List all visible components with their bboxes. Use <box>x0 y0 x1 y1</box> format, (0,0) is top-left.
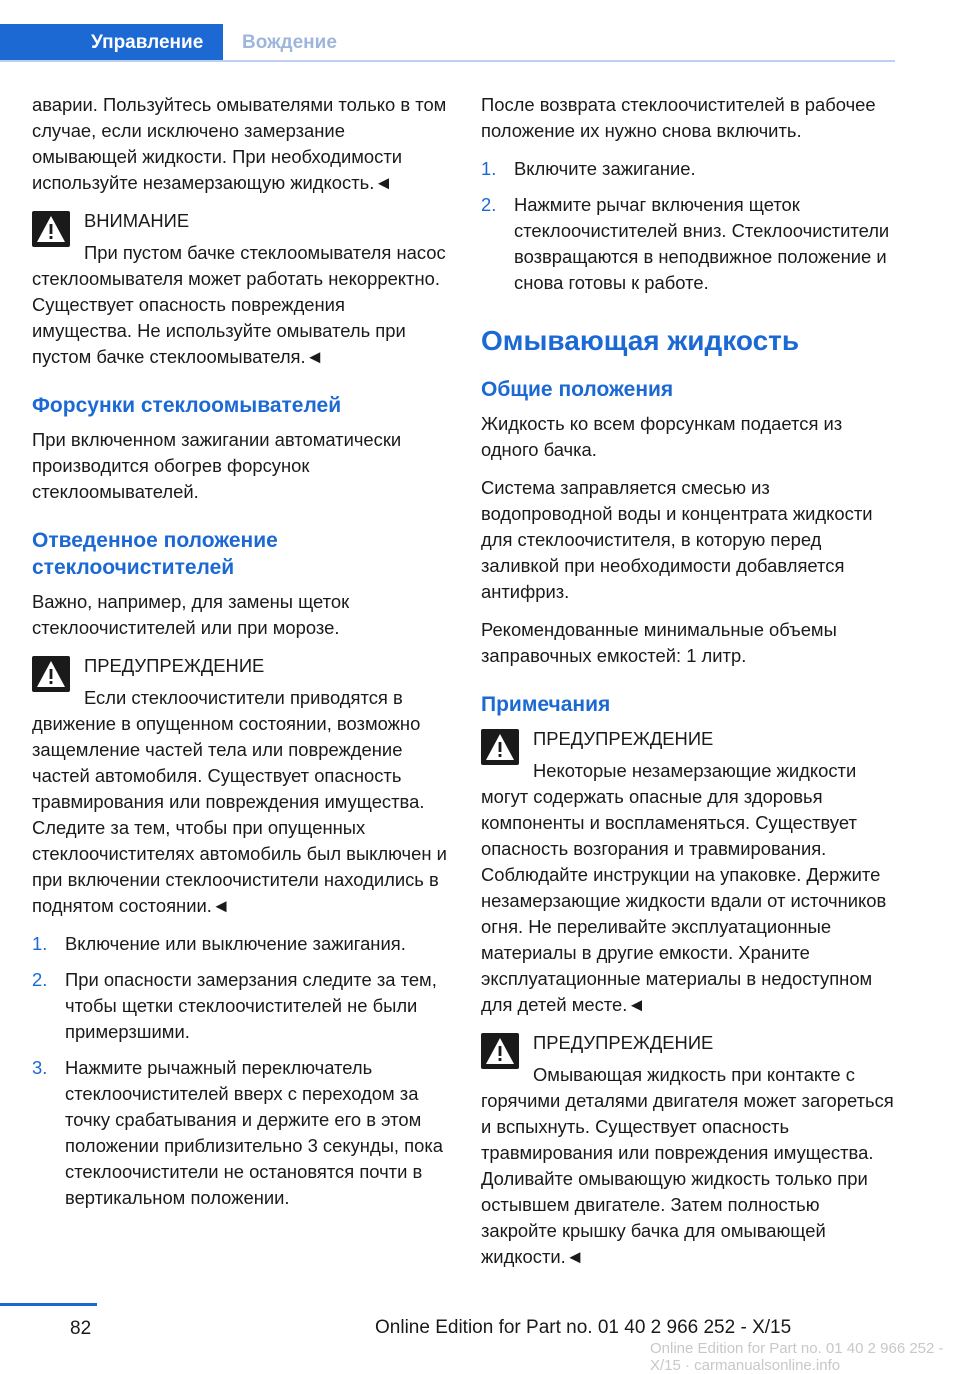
header-divider <box>0 60 895 62</box>
tab-driving[interactable]: Вождение <box>242 32 337 53</box>
step-number: 2. <box>481 194 497 215</box>
heading-wiper-position: Отведенное положение стеклоочистителей <box>32 529 278 579</box>
heading-general: Общие положения <box>481 378 674 401</box>
warning-empty-reservoir <box>32 208 447 370</box>
paragraph-nozzles: При включенном зажигании автоматически производится обогрев форсунок стеклоомывателей. <box>32 429 402 502</box>
warning-text: Если стеклоочистители приводятся в движение в опущенном состоянии, возможно защемление частей тела или повреждение частей автомобиля. Существует опасность травмирования или повреждения имущества. Следите за тем, чтобы при опущенных стеклоочистителях автомобиль был выключен и при включении стеклоочистители находились в поднятом состоянии.◄ <box>32 687 447 916</box>
list-item <box>32 1055 447 1211</box>
list-item <box>481 192 896 296</box>
edition-text: Online Edition for Part no. 01 40 2 966 252 - X/15 <box>375 1317 792 1338</box>
list-item <box>481 156 896 182</box>
page-number: 82 <box>70 1318 92 1339</box>
header-bar <box>0 0 895 62</box>
step-number: 1. <box>481 158 497 179</box>
step-number: 1. <box>32 933 48 954</box>
warning-triangle-icon <box>32 211 70 247</box>
step-text: Включите зажигание. <box>514 158 696 179</box>
warning-folded-wipers <box>32 653 447 919</box>
warning-triangle-icon <box>481 729 519 765</box>
steps-list-fold-wipers <box>32 931 447 1211</box>
right-column <box>481 92 896 1282</box>
paragraph-return-wipers: После возврата стеклоочистителей в рабочее положение их нужно снова включить. <box>481 94 876 141</box>
warning-title: ПРЕДУПРЕЖДЕНИЕ <box>84 655 265 676</box>
watermark: Online Edition for Part no. 01 40 2 966 252 - X/15 · carmanualsonline.info <box>650 1340 944 1374</box>
paragraph-general-1: Жидкость ко всем форсункам подается из одного бачка. <box>481 413 843 460</box>
footer-rule <box>0 1303 97 1306</box>
step-number: 3. <box>32 1057 48 1078</box>
heading-washer-nozzles: Форсунки стеклоомывателей <box>32 394 342 417</box>
step-text: Включение или выключение зажигания. <box>65 933 406 954</box>
steps-list-return-wipers <box>481 156 896 296</box>
warning-hot-engine <box>481 1030 896 1270</box>
warning-title: ПРЕДУПРЕЖДЕНИЕ <box>533 728 714 749</box>
step-text: Нажмите рычажный переключатель стеклоочистителей вверх с переходом за точку срабатывания и держите его в этом положении приблизительно 3 секунды, пока стеклоочистители не остановятся почти в вертикальном положении. <box>65 1057 443 1208</box>
step-text: Нажмите рычаг включения щеток стеклоочистителей вниз. Стеклоочистители возвращаются в неподвижное положение и снова готовы к работе. <box>514 194 890 293</box>
warning-triangle-icon <box>481 1033 519 1069</box>
heading-notes: Примечания <box>481 693 611 716</box>
paragraph-general-2: Система заправляется смесью из водопроводной воды и концентрата жидкости для стеклоочистителя, в которую перед заливкой при необходимости добавляется антифриз. <box>481 477 873 602</box>
left-column <box>32 92 447 1223</box>
warning-text: Некоторые незамерзающие жидкости могут содержать опасные для здоровья компоненты и воспламеняться. Существует опасность возгорания и травмирования. Соблюдайте инструкции на упаковке. Держите незамерзающие жидкости вдали от источников огня. Не переливайте эксплуатационные материалы в другие емкости. Храните эксплуатационные материалы в недоступном для детей месте.◄ <box>481 760 887 1015</box>
list-item <box>32 967 447 1045</box>
list-item <box>32 931 447 957</box>
step-text: При опасности замерзания следите за тем, чтобы щетки стеклоочистителей не были примерзшими. <box>65 969 437 1042</box>
warning-text: Омывающая жидкость при контакте с горячими деталями двигателя может загореться и вспыхнуть. Существует опасность травмирования или повреждения имущества. Доливайте омывающую жидкость только при остывшем двигателе. Затем полностью закройте крышку бачка для омывающей жидкости.◄ <box>481 1064 894 1267</box>
tab-control[interactable]: Управление <box>0 24 223 61</box>
paragraph-washer-use: аварии. Пользуйтесь омывателями только в том случае, если исключено замерзание омывающей жидкости. При необходимости используйте незамерзающую жидкость.◄ <box>32 94 447 193</box>
paragraph-wiper-position: Важно, например, для замены щеток стеклоочистителей или при морозе. <box>32 591 350 638</box>
warning-antifreeze <box>481 726 896 1018</box>
warning-text: При пустом бачке стеклоомывателя насос стеклоомывателя может работать некорректно. Существует опасность повреждения имущества. Не используйте омыватель при пустом бачке стеклоомывателя.◄ <box>32 242 446 367</box>
step-number: 2. <box>32 969 48 990</box>
heading-washer-fluid: Омывающая жидкость <box>481 325 800 356</box>
paragraph-general-3: Рекомендованные минимальные объемы заправочных емкостей: 1 литр. <box>481 619 837 666</box>
warning-title: ПРЕДУПРЕЖДЕНИЕ <box>533 1032 714 1053</box>
warning-triangle-icon <box>32 656 70 692</box>
warning-title: ВНИМАНИЕ <box>84 210 190 231</box>
